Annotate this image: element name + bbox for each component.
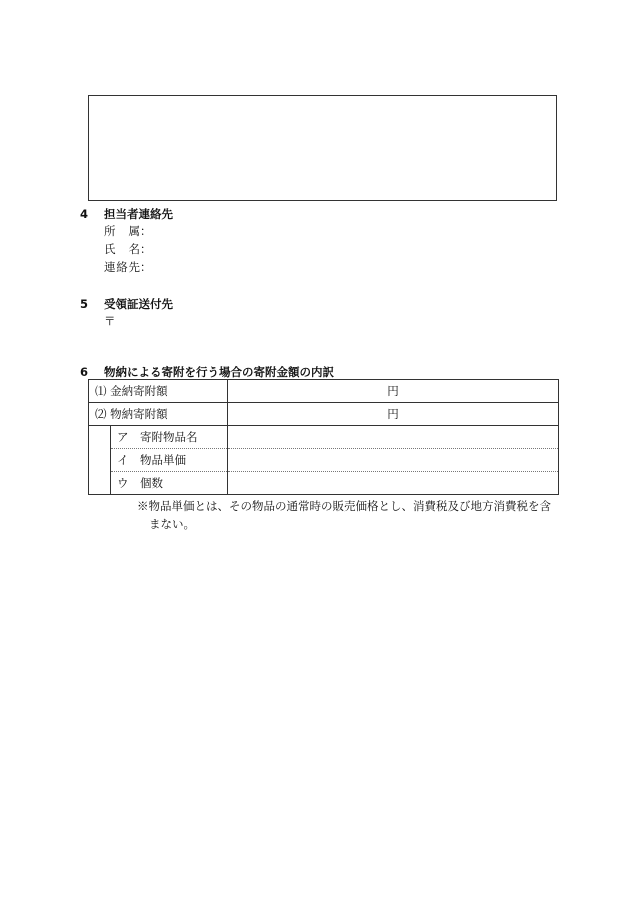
goods-donation-amount[interactable]: 円 <box>228 403 559 426</box>
note-line-2: まない。 <box>149 517 195 531</box>
unit-price-label: イ 物品単価 <box>111 449 228 472</box>
section-5-title: 受領証送付先 <box>104 297 173 311</box>
indent-cell <box>89 426 111 495</box>
field-contact-label: 連絡先 <box>104 260 140 274</box>
field-affiliation-label: 所属 <box>104 224 140 238</box>
cash-donation-label: ⑴ 金納寄附額 <box>89 380 228 403</box>
cash-donation-amount[interactable]: 円 <box>228 380 559 403</box>
note-line-1: ※物品単価とは、その物品の通常時の販売価格とし、消費税及び地方消費税を含 <box>137 499 551 513</box>
section-6-heading <box>80 364 334 380</box>
donation-breakdown-table <box>88 379 559 495</box>
section-4-number: 4 <box>80 207 89 221</box>
section-5-number: 5 <box>80 297 89 311</box>
table-row <box>89 403 559 426</box>
unit-price-value[interactable] <box>228 449 559 472</box>
free-text-box[interactable] <box>88 95 557 201</box>
section-4-title: 担当者連絡先 <box>104 207 173 221</box>
item-name-label: ア 寄附物品名 <box>111 426 228 449</box>
section-4-heading <box>80 206 173 222</box>
section-6-title: 物納による寄附を行う場合の寄附金額の内訳 <box>104 365 334 379</box>
quantity-label: ウ 個数 <box>111 472 228 495</box>
table-row <box>89 380 559 403</box>
field-affiliation <box>104 223 152 239</box>
goods-donation-label: ⑵ 物納寄附額 <box>89 403 228 426</box>
section-5-heading <box>80 296 173 312</box>
field-name-sep: ： <box>140 242 152 256</box>
field-contact <box>104 259 152 275</box>
item-name-value[interactable] <box>228 426 559 449</box>
field-affiliation-sep: ： <box>140 224 152 238</box>
table-row <box>89 472 559 495</box>
field-name-label: 氏名 <box>104 242 140 256</box>
field-contact-sep: ： <box>140 260 152 274</box>
table-row <box>89 449 559 472</box>
section-6-number: 6 <box>80 365 89 379</box>
postal-mark: 〒 <box>104 314 116 328</box>
quantity-value[interactable] <box>228 472 559 495</box>
table-row <box>89 426 559 449</box>
field-name <box>104 241 152 257</box>
unit-price-note <box>137 497 557 533</box>
